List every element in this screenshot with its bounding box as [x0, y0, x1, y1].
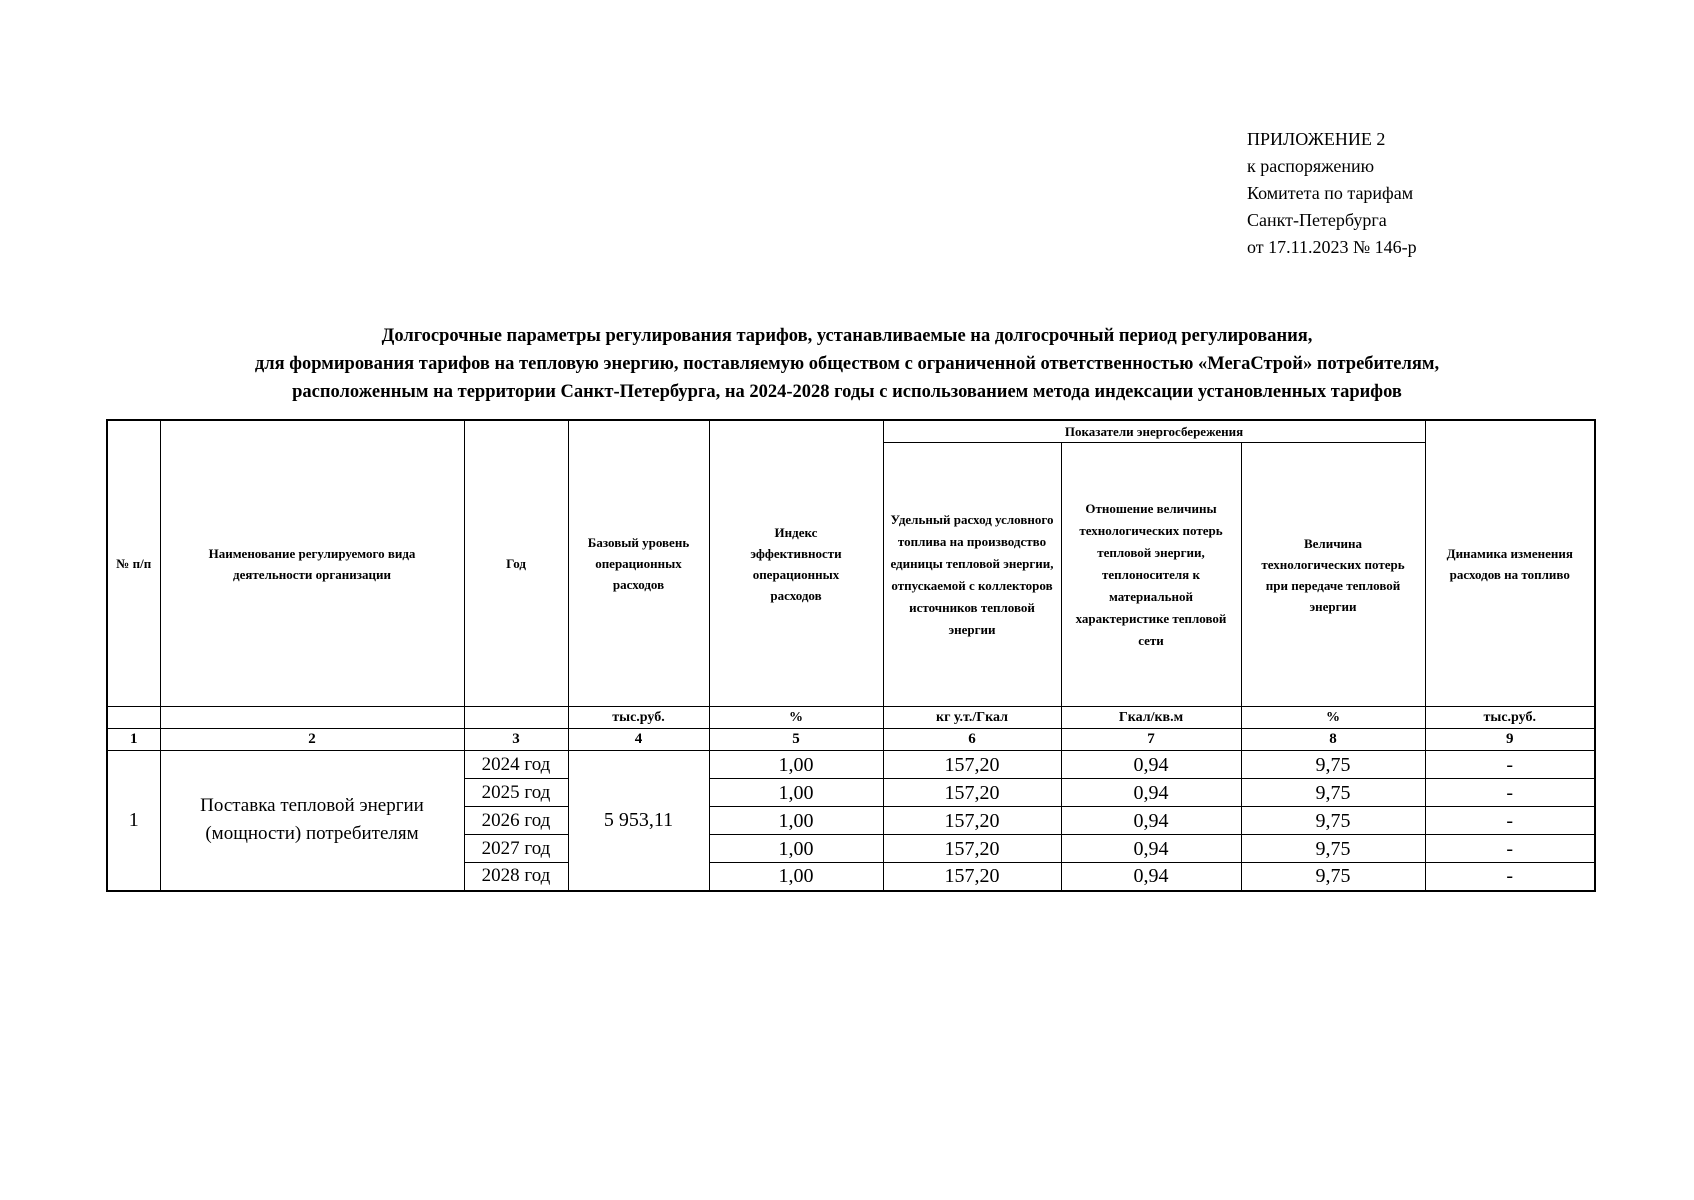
header-energy-saving-group: Показатели энергосбережения [883, 420, 1425, 443]
index-value: 1,00 [709, 751, 883, 779]
unit-dyn: тыс.руб. [1425, 707, 1595, 729]
col-number: 4 [568, 729, 709, 751]
year-cell: 2028 год [464, 863, 568, 891]
index-value: 1,00 [709, 863, 883, 891]
row-number: 1 [107, 751, 160, 891]
loss-value: 9,75 [1241, 863, 1425, 891]
col-number: 3 [464, 729, 568, 751]
index-value: 1,00 [709, 835, 883, 863]
activity-name-line-2: (мощности) потребителям [205, 823, 419, 845]
dyn-value: - [1425, 807, 1595, 835]
ratio-value: 0,94 [1061, 807, 1241, 835]
year-cell: 2026 год [464, 807, 568, 835]
header-specific-fuel: Удельный расход условного топлива на производство единицы тепловой энергии, отпускаемой с коллекторов источников тепловой энергии [883, 443, 1061, 707]
unit-ratio: Гкал/кв.м [1061, 707, 1241, 729]
title-line-1: Долгосрочные параметры регулирования тарифов, устанавливаемые на долгосрочный период регулирования, [381, 326, 1313, 346]
table-row [107, 751, 1595, 779]
header-name: Наименование регулируемого вида деятельности организации [160, 420, 464, 707]
fuel-value: 157,20 [883, 779, 1061, 807]
col-number: 7 [1061, 729, 1241, 751]
activity-name-line-1: Поставка тепловой энергии [200, 795, 424, 817]
fuel-value: 157,20 [883, 807, 1061, 835]
header-transmission-loss: Величина технологических потерь при передаче тепловой энергии [1241, 443, 1425, 707]
header-fuel-dynamics: Динамика изменения расходов на топливо [1425, 420, 1595, 707]
title-line-3: расположенным на территории Санкт-Петербурга, на 2024-2028 годы с использованием метода индексации установленных тарифов [292, 382, 1402, 402]
year-cell: 2024 год [464, 751, 568, 779]
ratio-value: 0,94 [1061, 863, 1241, 891]
dyn-value: - [1425, 863, 1595, 891]
year-cell: 2027 год [464, 835, 568, 863]
column-number-row [107, 729, 1595, 751]
header-loss-ratio: Отношение величины технологических потерь тепловой энергии, теплоносителя к материальной характеристике тепловой сети [1061, 443, 1241, 707]
unit-base: тыс.руб. [568, 707, 709, 729]
appendix-date: от 17.11.2023 № 146-р [1247, 237, 1417, 257]
fuel-value: 157,20 [883, 751, 1061, 779]
col-number: 2 [160, 729, 464, 751]
index-value: 1,00 [709, 779, 883, 807]
header-efficiency-index: Индекс эффективности операционных расходов [709, 420, 883, 707]
ratio-value: 0,94 [1061, 779, 1241, 807]
fuel-value: 157,20 [883, 863, 1061, 891]
appendix-order: к распоряжению [1247, 156, 1375, 176]
loss-value: 9,75 [1241, 779, 1425, 807]
col-number: 1 [107, 729, 160, 751]
col-number: 6 [883, 729, 1061, 751]
fuel-value: 157,20 [883, 835, 1061, 863]
col-number: 9 [1425, 729, 1595, 751]
unit-fuel: кг у.т./Гкал [883, 707, 1061, 729]
loss-value: 9,75 [1241, 835, 1425, 863]
year-cell: 2025 год [464, 779, 568, 807]
header-num: № п/п [107, 420, 160, 707]
appendix-block [1247, 126, 1417, 261]
unit-index: % [709, 707, 883, 729]
ratio-value: 0,94 [1061, 751, 1241, 779]
activity-name [160, 751, 464, 891]
header-base-level: Базовый уровень операционных расходов [568, 420, 709, 707]
document-title [0, 322, 1694, 406]
loss-value: 9,75 [1241, 751, 1425, 779]
appendix-number: ПРИЛОЖЕНИЕ 2 [1247, 129, 1386, 149]
dyn-value: - [1425, 779, 1595, 807]
ratio-value: 0,94 [1061, 835, 1241, 863]
title-line-2: для формирования тарифов на тепловую энергию, поставляемую обществом с ограниченной ответственностью «МегаСтрой» потребителям, [254, 354, 1440, 374]
header-year: Год [464, 420, 568, 707]
base-level-value: 5 953,11 [568, 751, 709, 891]
dyn-value: - [1425, 835, 1595, 863]
appendix-committee: Комитета по тарифам [1247, 183, 1414, 203]
appendix-city: Санкт-Петербурга [1247, 210, 1387, 230]
col-number: 5 [709, 729, 883, 751]
dyn-value: - [1425, 751, 1595, 779]
parameters-table [106, 419, 1596, 892]
col-number: 8 [1241, 729, 1425, 751]
index-value: 1,00 [709, 807, 883, 835]
unit-loss: % [1241, 707, 1425, 729]
loss-value: 9,75 [1241, 807, 1425, 835]
